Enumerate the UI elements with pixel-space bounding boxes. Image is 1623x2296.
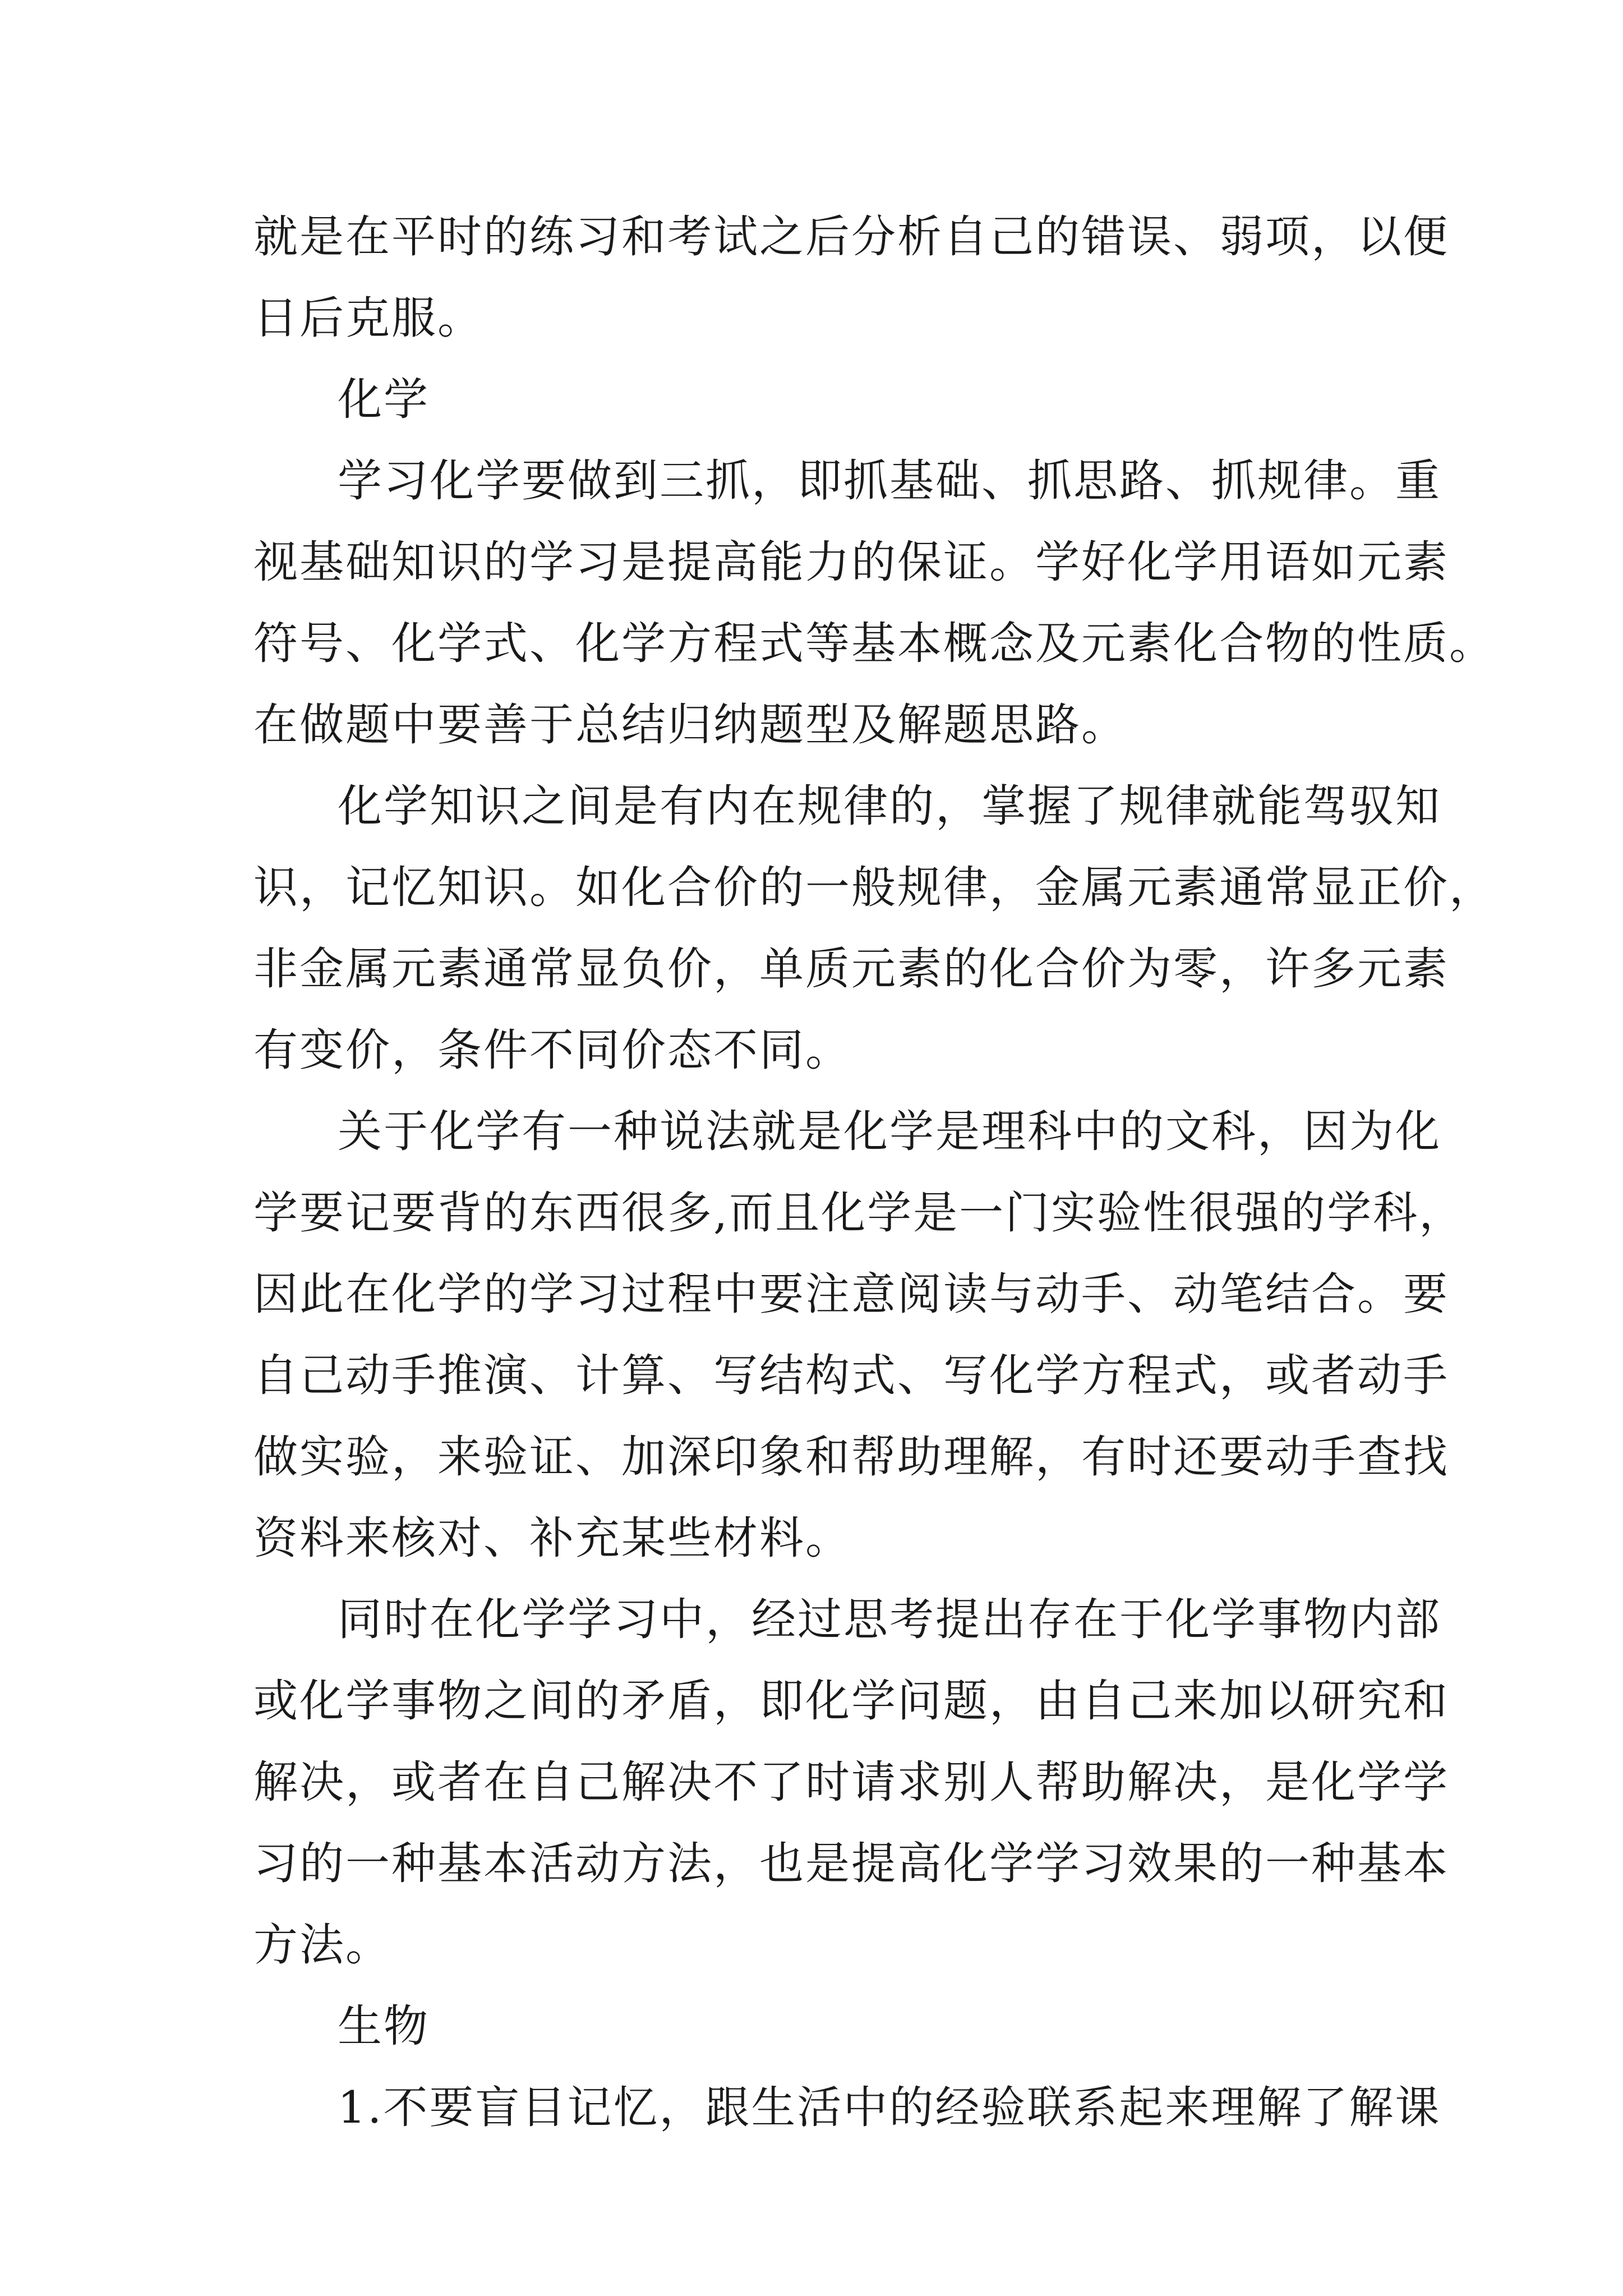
- text-line-4: 学习化学要做到三抓，即抓基础、抓思路、抓规律。重: [338, 455, 1441, 507]
- text-line-11: 有变价，条件不同价态不同。: [253, 1024, 851, 1076]
- text-line-24: 1.不要盲目记忆，跟生活中的经验联系起来理解了解课: [338, 2082, 1441, 2133]
- text-line-13: 学要记要背的东西很多,而且化学是一门实验性很强的学科，: [253, 1187, 1465, 1239]
- text-line-1: 就是在平时的练习和考试之后分析自己的错误、弱项，以便: [253, 211, 1449, 263]
- text-line-9: 识，记忆知识。如化合价的一般规律，金属元素通常显正价，: [253, 862, 1495, 913]
- text-line-12: 关于化学有一种说法就是化学是理科中的文科，因为化: [338, 1106, 1441, 1157]
- text-line-6: 符号、化学式、化学方程式等基本概念及元素化合物的性质。: [253, 618, 1495, 669]
- text-line-7: 在做题中要善于总结归纳题型及解题思路。: [253, 699, 1127, 751]
- text-line-19: 或化学事物之间的矛盾，即化学问题，由自己来加以研究和: [253, 1675, 1449, 1727]
- text-line-21: 习的一种基本活动方法，也是提高化学学习效果的一种基本: [253, 1838, 1449, 1889]
- text-line-18: 同时在化学学习中，经过思考提出存在于化学事物内部: [338, 1594, 1441, 1645]
- text-line-16: 做实验，来验证、加深印象和帮助理解，有时还要动手查找: [253, 1431, 1449, 1483]
- text-line-8: 化学知识之间是有内在规律的，掌握了规律就能驾驭知: [338, 780, 1441, 832]
- section-heading-chemistry: 化学: [338, 374, 430, 425]
- section-heading-biology: 生物: [338, 2000, 430, 2052]
- text-line-20: 解决，或者在自己解决不了时请求别人帮助解决，是化学学: [253, 1756, 1449, 1808]
- text-line-15: 自己动手推演、计算、写结构式、写化学方程式，或者动手: [253, 1350, 1449, 1401]
- text-line-2: 日后克服。: [253, 292, 483, 344]
- text-line-14: 因此在化学的学习过程中要注意阅读与动手、动笔结合。要: [253, 1268, 1449, 1320]
- text-line-10: 非金属元素通常显负价，单质元素的化合价为零，许多元素: [253, 943, 1449, 995]
- text-line-22: 方法。: [253, 1919, 391, 1971]
- text-line-5: 视基础知识的学习是提高能力的保证。学好化学用语如元素: [253, 536, 1449, 588]
- text-line-17: 资料来核对、补充某些材料。: [253, 1512, 851, 1564]
